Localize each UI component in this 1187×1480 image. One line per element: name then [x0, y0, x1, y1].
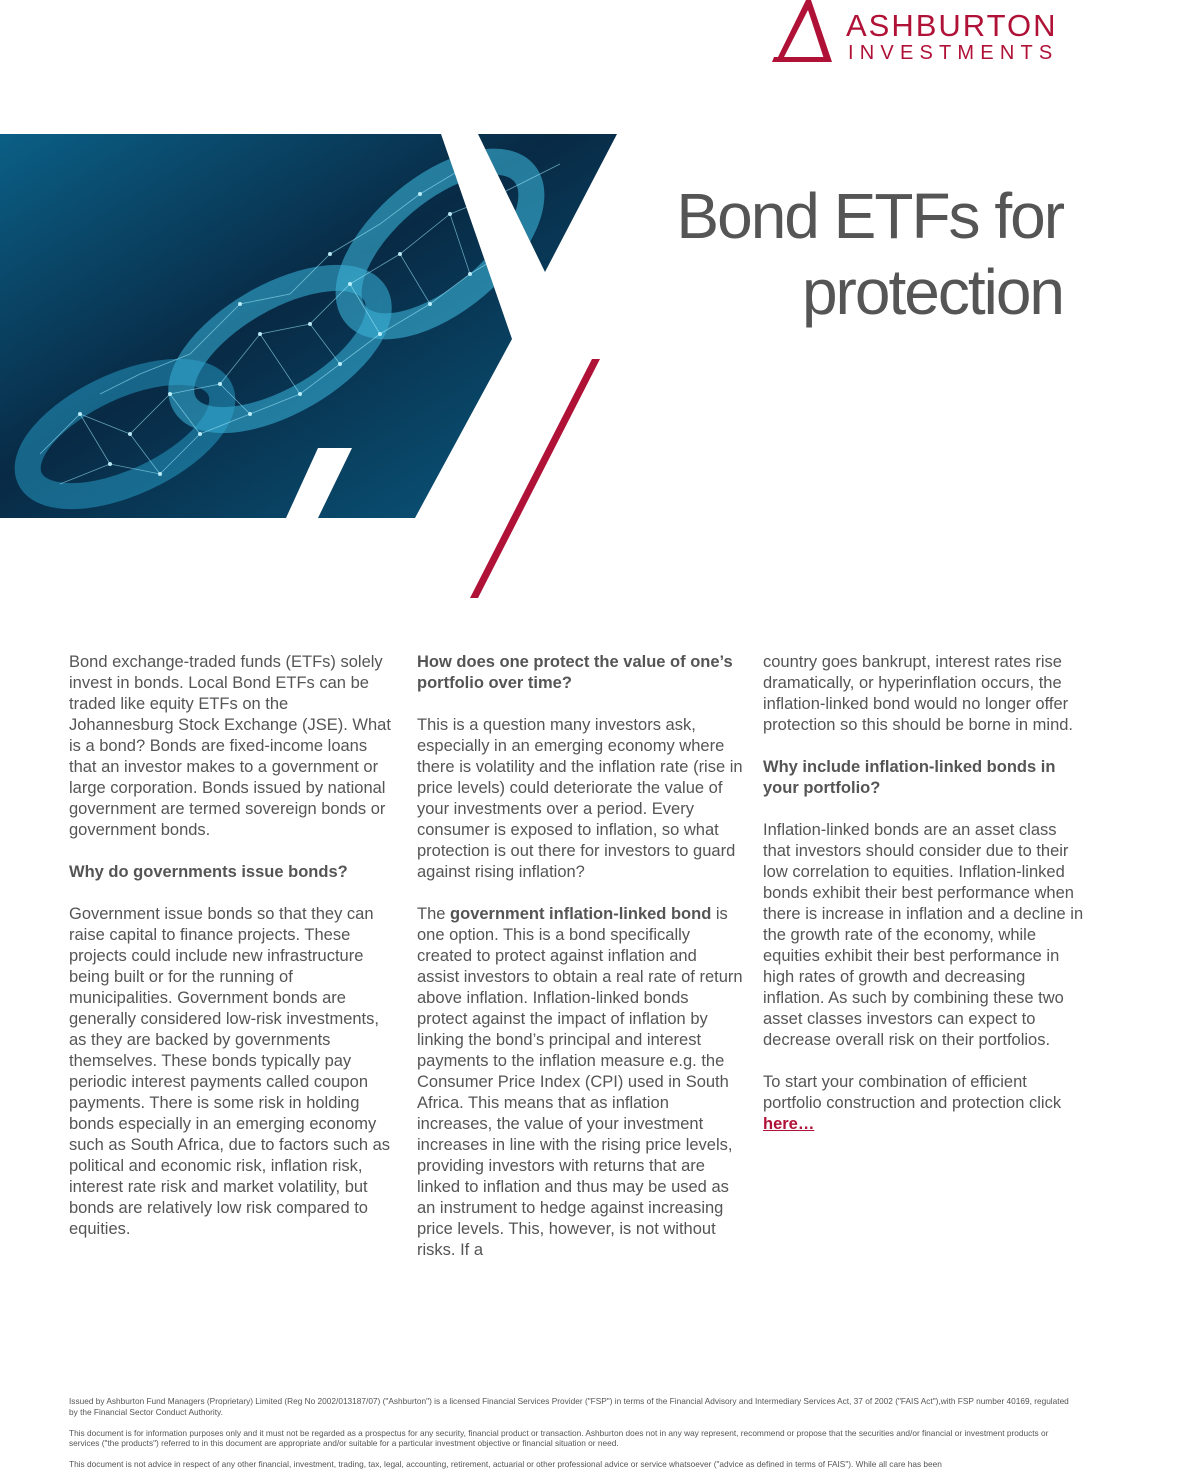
section-body: Inflation-linked bonds are an asset class that investors should consider due to their low correlation to equities. Inflation-linked bonds exhibit their best performance when there is increase in inflation and a decline in the growth rate of the economy, while equities exhibit their best performance in high rates of growth and decreasing inflation. As such by combining these two asset classes investors can expect to decrease overall risk on their portfolios. — [763, 821, 1084, 1049]
chevron-mark-icon — [470, 359, 600, 598]
column-3 — [763, 652, 1087, 1156]
section-body: This is a question many investors ask, especially in an emerging economy where there is volatility and the inflation rate (rise in price levels) could deteriorate the value of your investments over a period. Every consumer is exposed to inflation, so what protection is out there for investors to guard against rising inflation? — [417, 716, 743, 881]
page-title-line2: protection — [801, 256, 1063, 328]
intro-paragraph — [69, 652, 395, 841]
brand-name: ASHBURTON — [846, 8, 1058, 43]
intro-text: Bond exchange-traded funds (ETFs) solely invest in bonds. Local Bond ETFs can be traded like equity ETFs on the Johannesburg Stock Exchange (JSE). — [69, 653, 383, 734]
page-title-line1: Bond ETFs for — [676, 180, 1063, 252]
digital-chain-network-image — [0, 134, 620, 604]
option-rest: is one option. This is a bond specifically created to protect against inflation and assist investors to obtain a real rate of return above inflation. — [417, 905, 743, 1007]
sovereign-text: Bonds issued by national government are termed sovereign bonds or government bonds. — [69, 779, 386, 839]
section-heading: How does one protect the value of one’s portfolio over time? — [417, 653, 733, 692]
cta-text: To start your combination of efficient portfolio construction and protection click — [763, 1073, 1062, 1112]
disclaimer-paragraph: Issued by Ashburton Fund Managers (Proprietary) Limited (Reg No 2002/013187/07) ("Ashburton") is a licensed Financial Services Provider ("FSP") in terms of the Financial Advisory and Intermediary Services Act, 37 of 2002 ("FAIS Act"),with FSP number 40169, regulated by the Financial Sector Conduct Authority. — [69, 1396, 1069, 1417]
hero-image — [0, 134, 620, 604]
inflation-body: Inflation-linked bonds protect against the impact of inflation by linking the bond’s principal and interest payments to the inflation measure e.g. the Consumer Price Index (CPI) used in South Africa. This means that as inflation increases, the value of your investment increases in line with the rising price levels, providing investors with returns that are linked to inflation and thus may be used as an instrument to hedge against increasing price levels. This, however, is not without risks. If a — [417, 989, 733, 1259]
disclaimer-paragraph: This document is not advice in respect of any other financial, investment, trading, tax, legal, accounting, retirement, actuarial or other professional advice or service whatsoever ("advice as defined in terms of FAIS"). While all care has been — [69, 1459, 942, 1469]
brand-logo — [770, 0, 1080, 66]
column-1 — [69, 652, 395, 1261]
ashburton-a-mark-icon — [770, 0, 846, 64]
option-highlight: government inflation-linked bond — [450, 905, 712, 923]
disclaimer-footer — [69, 1396, 1079, 1480]
option-paragraph — [417, 904, 743, 1261]
cta-paragraph — [763, 1072, 1087, 1135]
section-heading: Why include inflation-linked bonds in your portfolio? — [763, 758, 1056, 797]
section-heading: Why do governments issue bonds? — [69, 863, 348, 881]
brand-tagline: INVESTMENTS — [848, 42, 1059, 64]
here-link[interactable]: here… — [763, 1115, 815, 1133]
page-title — [543, 178, 1063, 330]
column-2 — [417, 652, 743, 1282]
what-is-bond-text: What is a bond? Bonds are fixed-income loans that an investor makes to a government or large corporation. — [69, 716, 391, 797]
section-body: Government issue bonds so that they can raise capital to finance projects. These projects could include new infrastructure being built or for the running of municipalities. Government bonds are generally considered low-risk investments, as they are backed by governments themselves. These bonds typically pay periodic interest payments called coupon payments. There is some risk in holding bonds especially in an emerging economy such as South Africa, due to factors such as political and economic risk, inflation risk, interest rate risk and market volatility, but bonds are relatively low risk compared to equities. — [69, 905, 391, 1238]
continuation-paragraph: country goes bankrupt, interest rates rise dramatically, or hyperinflation occurs, the inflation-linked bond would no longer offer protection so this should be borne in mind. — [763, 653, 1074, 734]
option-prefix: The — [417, 905, 451, 923]
disclaimer-paragraph: This document is for information purposes only and it must not be regarded as a prospectus for any security, financial product or transaction. Ashburton does not in any way represent, recommend or propose that the securities and/or financial or investment products or services ("the products") referred to in this document are appropriate and/or suitable for a particular investment objective or financial situation or need. — [69, 1427, 1049, 1448]
